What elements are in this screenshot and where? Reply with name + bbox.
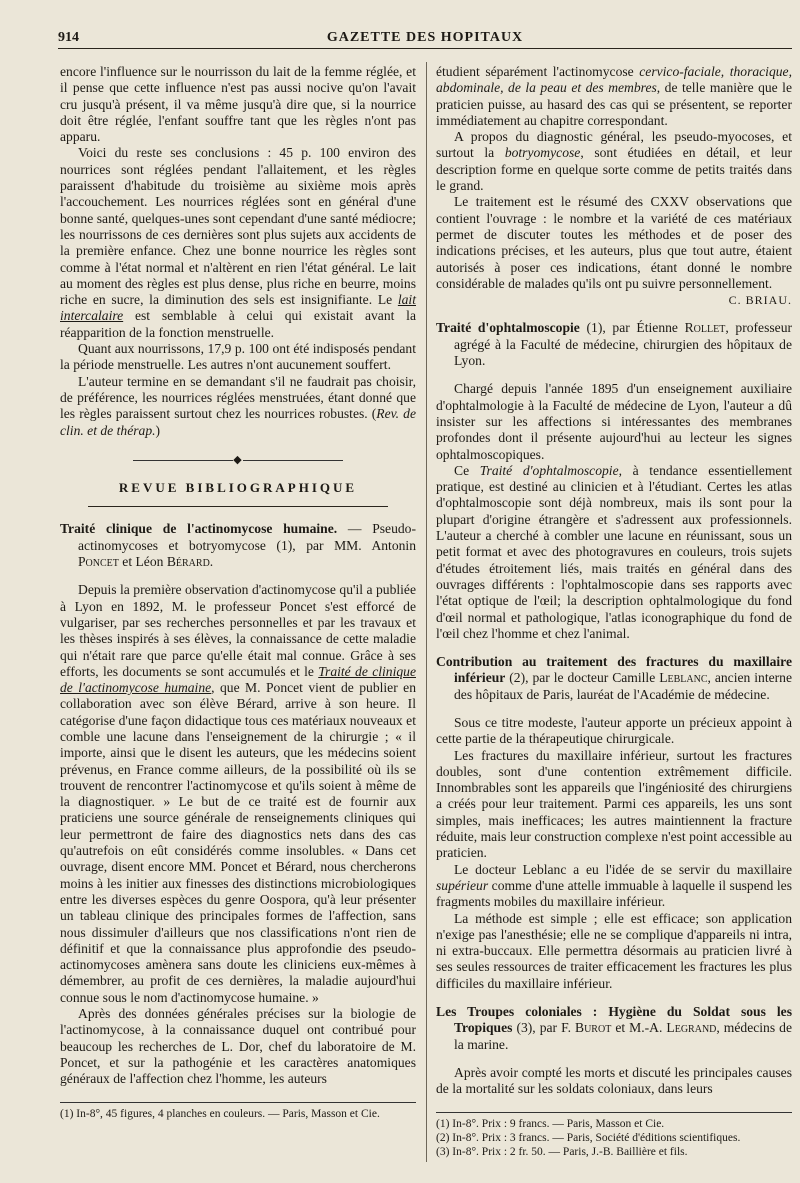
column-separator — [426, 62, 427, 1162]
emphasis: supérieur — [436, 877, 489, 893]
paragraph: Quant aux nourrissons, 17,9 p. 100 ont été indisposés pendant la période menstruelle. Les autres n'ont aucunement souffert. — [60, 341, 416, 373]
paragraph: Les fractures du maxillaire inférieur, surtout les fractures doubles, sont d'une contention extrêmement difficile. Innombrables sont les appareils que l'ingéniosité des chirurgiens a créés pour leur traitement. Parmi ces appareils, les uns sont simples, mais inefficaces; les autres maintiennent la fracture réduite, mais leur construction complexe n'est point accessible au praticien. — [436, 747, 792, 861]
journal-title: GAZETTE DES HOPITAUX — [326, 30, 524, 45]
footnote: (1) In-8°. Prix : 9 francs. — Paris, Masson et Cie. — [436, 1117, 665, 1130]
citation: Rev. de clin. et de thérap. — [60, 406, 416, 438]
book-title: Traité de clinique de l'actinomycose humaine — [60, 663, 416, 696]
page-header — [58, 28, 792, 49]
paragraph: encore l'influence sur le nourrisson du lait de la femme réglée, et il pense que cette influence n'est pas aussi nocive qu'on l'avait cru jusqu'à présent, il va même jusqu'à dire que, si la nourrice doit être réglée, l'enfant souffre tant que les règles n'ont pas apparu. — [60, 64, 416, 145]
section-title: REVUE BIBLIOGRAPHIQUE — [118, 480, 358, 496]
review-heading: Traité clinique de l'actinomycose humaine. — Pseudo-actinomycoses et botryomycose (1), par MM. Antonin Poncet et Léon Bérard. — [60, 521, 416, 570]
emphasis: botryomycose — [504, 145, 581, 161]
emphasis: lait intercalaire — [60, 292, 416, 324]
paragraph: Chargé depuis l'année 1895 d'un enseignement auxiliaire d'ophtalmologie à la Faculté de médecine de Lyon, l'auteur a dû insister sur les affections si intéressantes des membranes profondes dont il présente aujourd'hui au lecteur les signes ophtalmoscopiques. — [436, 381, 792, 462]
page-number: 914 — [58, 30, 79, 45]
review-heading: Les Troupes coloniales : Hygiène du Soldat sous les Tropiques (3), par F. Burot et M.-A. Legrand, médecins de la marine. — [436, 1004, 792, 1052]
paragraph: Ce Traité d'ophtalmoscopie, à tendance essentiellement pratique, est destiné au clinicien et à l'étudiant. Certes les atlas d'ophtalmoscopie sont déjà nombreux, mais ils sont pour la plupart d'origine étrangère et s'adressent aux professionnels. L'auteur a cherché à combler une lacune en réunissant, sous un petit format et avec des photogravures en couleurs, trois sujets d'études étroitement liés, mais traités en général dans des ouvrages différents : l'ophtalmoscopie dans ses rapports avec l'état optique de l'œil; la description ophtalmologique du fond d'œil normal et pathologique, l'atlas iconographique du fond de l'œil chez l'homme et chez l'animal. — [436, 462, 792, 641]
paragraph: étudient séparément l'actinomycose cervico-faciale, thoracique, abdominale, de la peau et des membres, de telle manière que le praticien puisse, au hasard des cas qui se présentent, se reporter immédiatement au chapitre correspondant. — [436, 64, 792, 128]
footnote: (3) In-8°. Prix : 2 fr. 50. — Paris, J.-B. Baillière et fils. — [436, 1145, 688, 1158]
paragraph: Depuis la première observation d'actinomycose qu'il a publiée à Lyon en 1892, M. le professeur Poncet s'est efforcé de vulgariser, par ses recherches personnelles et par les travaux et les thèses inspirés à ses élèves, la connaissance de cette maladie qui n'était rare que parce qu'elle était mal connue. Grâce à ses efforts, les documents se sont accumulés et le Traité de clinique de l'actinomycose humaine, que M. Poncet vient de publier en collaboration avec son élève Bérard, arrive à son heure. Il catégorise d'une façon didactique tous ces matériaux nouveaux et comble une lacune dans l'enseignement de la chirurgie ; « il importe, ainsi que le disent les auteurs, que les médecins soient prévenus, en France comme ailleurs, de la possibilité où ils se trouvent de rencontrer l'actinomycose et qu'ils soient à même de la diagnostiquer. » Le but de ce traité est de fournir aux praticiens une source générale de renseignements cliniques qui leur permettront de faire des diagnostics nets dans des cas qu'autrefois on eût considérés comme insolubles. « Dans cet ouvrage, disent encore MM. Poncet et Bérard, nous chercherons moins à les initier aux finesses des distinctions microbiologiques entre les diverses espèces du genre Oospora, qu'à leur présenter un tableau clinique des principales formes de l'affection, sans nous dissimuler d'ailleurs que nos classifications n'ont rien de définitif et que la connaissance plus approfondie des pseudo-actinomycoses amènera sans doute les cliniciens eux-mêmes à démembrer, au profit de ces dernières, la maladie aujourd'hui connue sous le nom d'actinomycose humaine. » — [60, 582, 416, 1005]
footnotes — [436, 1112, 792, 1159]
signature: C. BRIAU. — [728, 293, 792, 308]
paragraph: L'auteur termine en se demandant s'il ne faudrait pas choisir, de préférence, les nourrices réglées menstruées, étant donné que les règles paraissent surtout chez les nourrices robustes. (Rev. de clin. et de thérap.) — [60, 373, 416, 438]
paragraph: Sous ce titre modeste, l'auteur apporte un précieux appoint à cette partie de la thérapeutique chirurgicale. — [436, 714, 792, 747]
paragraph: Après des données générales précises sur la biologie de l'actinomycose, à la connaissance duquel ont contribué pour beaucoup les recherches de L. Dor, chef du laboratoire de M. Poncet, et sur la pathogénie et les caractères anatomiques généraux de l'affection chez l'homme, les auteurs — [60, 1006, 416, 1087]
book-title: Traité d'ophtalmoscopie — [479, 462, 619, 478]
ornament-divider: ◆ — [60, 452, 416, 468]
paragraph: Voici du reste ses conclusions : 45 p. 100 environ des nourrices sont réglées pendant l'allaitement, et les règles paraissent d'habitude du troisième au sixième mois après l'accouchement. Les nourrices réglées sont en général d'une bonne santé, quelques-unes sont cependant d'une santé médiocre; les nourrissons de ces dernières sont plus sujets aux accidents de la première enfance. Chez une bonne nourrice les règles sont comme à l'état normal et n'altèrent en rien l'état général. Le lait au moment des règles est plus dense, plus riche en beurre, moins riche en sucre, la diminution des sels est insignifiante. Le lait intercalaire est semblable à celui qui existait avant la réapparition de la fonction menstruelle. — [60, 145, 416, 340]
paragraph: Le docteur Leblanc a eu l'idée de se servir du maxillaire supérieur comme d'une attelle immuable à laquelle il suspend les fragments mobiles du maxillaire inférieur. — [436, 861, 792, 910]
paragraph: La méthode est simple ; elle est efficace; son application n'exige pas l'anesthésie; elle ne se complique d'appareils ni intra, ni extra-buccaux. Elle permettra désormais au praticien livré à ses seules ressources de traiter efficacement les fractures les plus difficiles du maxillaire inférieur. — [436, 910, 792, 991]
section-rule — [88, 506, 388, 507]
emphasis: cervico-faciale, thoracique, abdominale, de la peau et des membres — [436, 64, 792, 96]
footnote: (1) In-8°, 45 figures, 4 planches en couleurs. — Paris, Masson et Cie. — [60, 1107, 380, 1120]
footnotes — [60, 1102, 416, 1121]
paragraph: A propos du diagnostic général, les pseudo-myocoses, et surtout la botryomycose, sont étudiées en détail, et leur description forme en quelque sorte comme de petits traités dans le grand. — [436, 129, 792, 194]
paragraph: Après avoir compté les morts et discuté les principales causes de la mortalité sur les soldats coloniaux, dans leurs — [436, 1064, 792, 1097]
right-column — [436, 64, 792, 1159]
review-heading: Traité d'ophtalmoscopie (1), par Étienne Rollet, professeur agrégé à la Faculté de médecine, chirurgien des hôpitaux de Lyon. — [436, 320, 793, 369]
paragraph: Le traitement est le résumé des CXXV observations que contient l'ouvrage : le nombre et la variété de ces matériaux permet de discuter toutes les méthodes et de poser des indications précises, et les auteurs, plus que tout autre, étaient autorisés à poser ces indications, étant donné le nombre considérable de malades qu'ils ont pu suivre personnellement. — [436, 194, 792, 291]
footnote: (2) In-8°. Prix : 3 francs. — Paris, Société d'éditions scientifiques. — [436, 1131, 741, 1144]
left-column — [60, 64, 416, 1121]
review-heading: Contribution au traitement des fractures du maxillaire inférieur (2), par le docteur Camille Leblanc, ancien interne des hôpitaux de Paris, lauréat de l'Académie de médecine. — [436, 654, 792, 702]
